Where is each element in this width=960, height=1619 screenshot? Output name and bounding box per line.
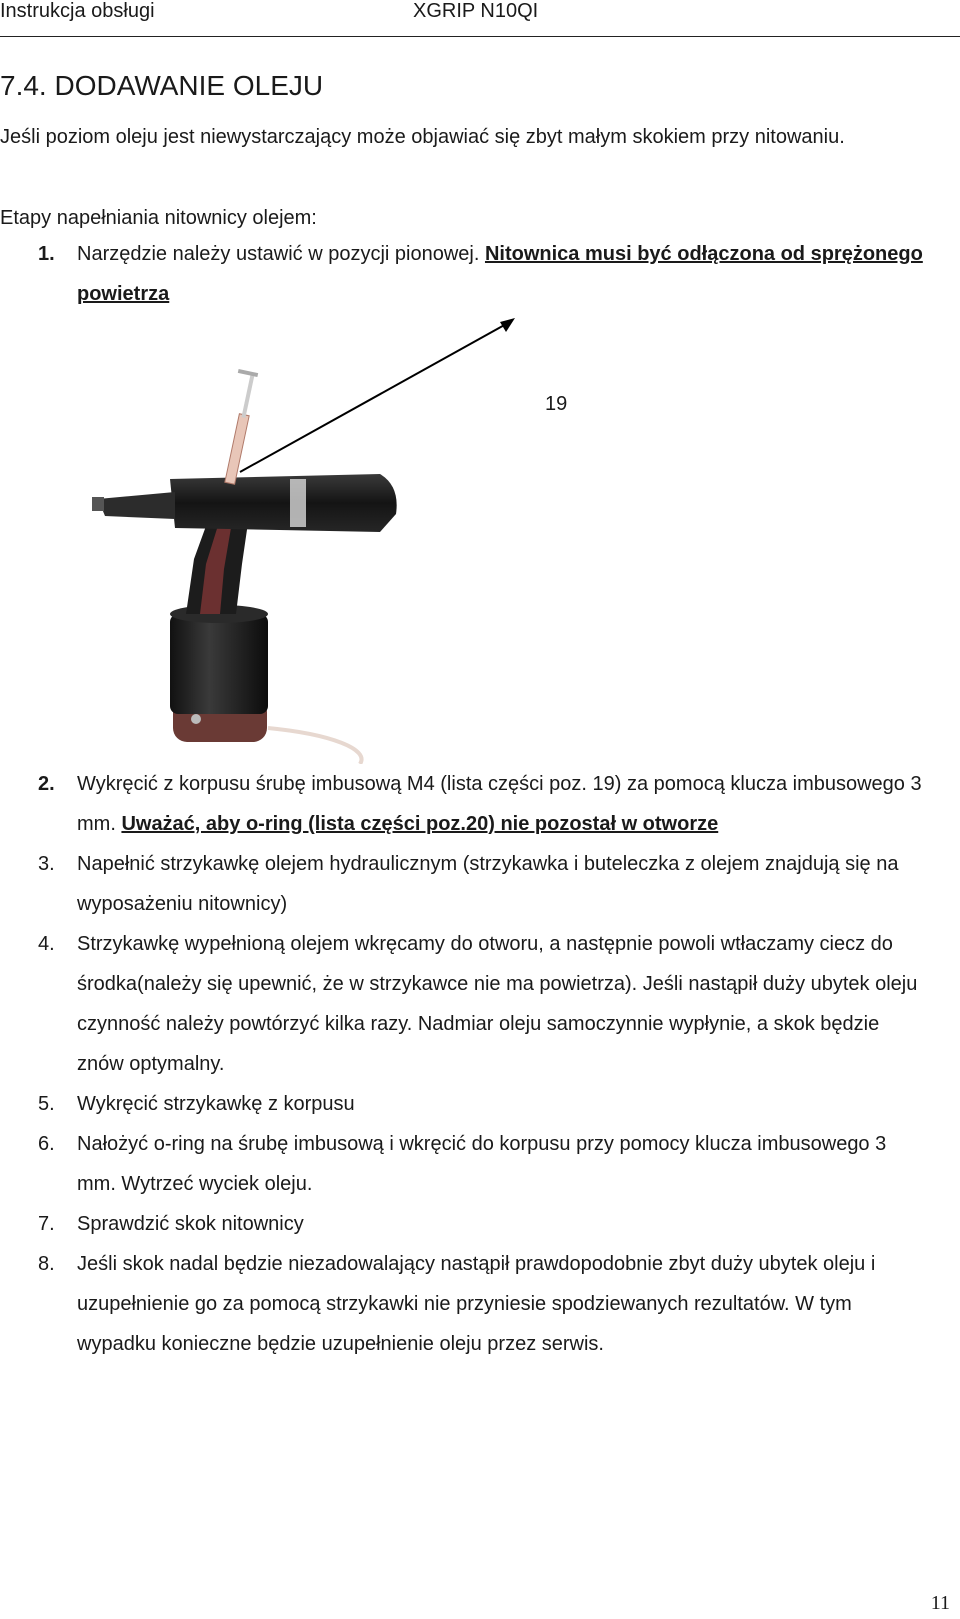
page-number: 11 — [930, 1592, 950, 1614]
syringe — [225, 369, 258, 484]
callout-label: 19 — [545, 393, 568, 415]
step-number: 1. — [38, 243, 55, 265]
step-warning: Nitownica musi być odłączona od sprężonego powietrza — [77, 243, 923, 305]
stages-label: Etapy napełniania nitownicy olejem: — [0, 207, 317, 229]
callout-arrowhead — [500, 318, 515, 332]
step-text: Jeśli skok nadal będzie niezadowalający nastąpił prawdopodobnie zbyt duży ubytek oleju i uzupełnienie go za pomocą strzykawki nie przyniesie spodziewanych rezultatów. W tym wypadku konieczne będzie uzupełnienie oleju przez serwis. — [77, 1253, 876, 1355]
nose-tip — [92, 497, 104, 511]
body-label — [290, 479, 306, 527]
step-2 — [0, 764, 930, 844]
step-number: 3. — [38, 853, 55, 875]
step-number: 4. — [38, 933, 55, 955]
step-text: Narzędzie należy ustawić w pozycji pionowej. — [77, 243, 485, 265]
step-6 — [0, 1124, 930, 1204]
step-3 — [0, 844, 930, 924]
step-number: 2. — [38, 773, 55, 795]
step-number: 7. — [38, 1213, 55, 1235]
step-5 — [0, 1084, 930, 1124]
step-number: 5. — [38, 1093, 55, 1115]
header-manual-title: Instrukcja obsługi — [0, 0, 155, 22]
page-header — [0, 0, 960, 37]
rivet-tool-with-syringe-icon — [0, 314, 930, 764]
base-screw — [191, 714, 201, 724]
steps-list — [0, 234, 930, 1364]
step-1 — [0, 234, 930, 314]
step-8 — [0, 1244, 930, 1364]
step-7 — [0, 1204, 930, 1244]
callout-arrow — [240, 323, 508, 472]
step-text: Nałożyć o-ring na śrubę imbusową i wkręcić do korpusu przy pomocy klucza imbusowego 3 mm. Wytrzeć wyciek oleju. — [77, 1133, 887, 1195]
step-text: Sprawdzić skok nitownicy — [77, 1213, 304, 1235]
tool-nose — [98, 492, 175, 519]
step-text: Wykręcić strzykawkę z korpusu — [77, 1093, 355, 1115]
step-text: Strzykawkę wypełnioną olejem wkręcamy do otworu, a następnie powoli wtłaczamy ciecz do środka(należy się upewnić, że w strzykawce nie ma powietrza). Jeśli nastąpił duży ubytek oleju czynność należy powtórzyć kilka razy. Nadmiar oleju samoczynnie wypłynie, a skok będzie znów optymalny. — [77, 933, 918, 1075]
step-number: 6. — [38, 1133, 55, 1155]
step-number: 8. — [38, 1253, 55, 1275]
figure-rivet-tool — [0, 314, 930, 764]
step-text: Wykręcić z korpusu śrubę imbusową M4 (lista części poz. 19) za pomocą klucza imbusowego 3 mm. — [77, 773, 922, 835]
intro-paragraph: Jeśli poziom oleju jest niewystarczający może objawiać się zbyt małym skokiem przy nitowaniu. — [0, 126, 845, 148]
air-hose — [268, 728, 362, 764]
header-model-name: XGRIP N10QI — [413, 0, 539, 22]
oil-reservoir — [170, 614, 268, 714]
step-text: Napełnić strzykawkę olejem hydraulicznym (strzykawka i buteleczka z olejem znajdują się na wyposażeniu nitownicy) — [77, 853, 899, 915]
step-4 — [0, 924, 930, 1084]
section-title: 7.4. DODAWANIE OLEJU — [0, 70, 324, 101]
tool-body — [170, 474, 397, 532]
step-warning: Uważać, aby o-ring (lista części poz.20) nie pozostał w otworze — [121, 813, 719, 835]
